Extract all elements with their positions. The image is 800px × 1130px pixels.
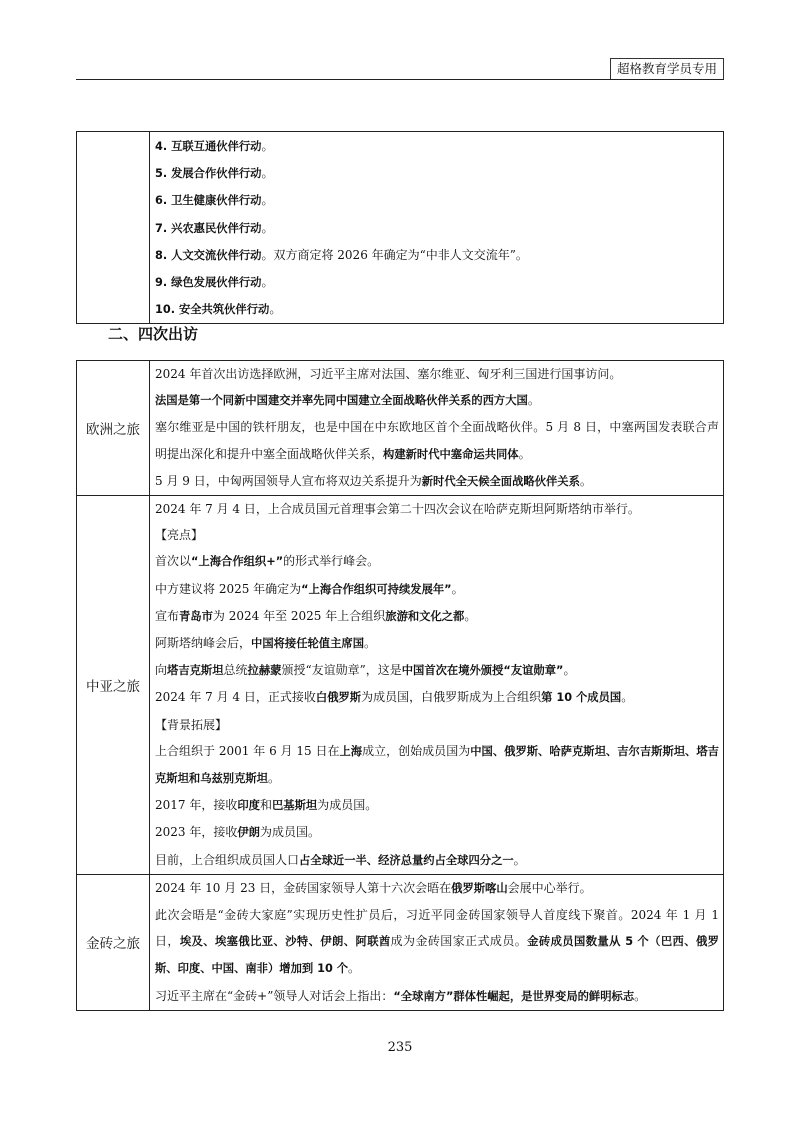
text-segment: 。 bbox=[634, 988, 647, 1003]
bold-text-segment: 埃及、埃塞俄比亚、沙特、伊朗、阿联酋 bbox=[179, 935, 391, 949]
text-segment: 。 bbox=[527, 393, 540, 408]
bold-text-segment: 5. 发展合作伙伴行动 bbox=[155, 167, 262, 181]
text-segment: 2024 年 7 月 4 日，上合成员国元首理事会第二十四次会议在哈萨克斯坦阿斯塔纳市举行。 bbox=[155, 502, 640, 517]
text-segment: 的形式举行峰会。 bbox=[283, 554, 380, 569]
text-segment: 。 bbox=[621, 690, 634, 705]
text-segment: 和 bbox=[259, 798, 272, 813]
text-segment: 。 bbox=[261, 139, 274, 153]
table-partnership-actions bbox=[76, 131, 724, 324]
content-line bbox=[150, 875, 723, 902]
bold-text-segment: 10. 安全共筑伙伴行动 bbox=[155, 303, 270, 317]
visit-row-europe bbox=[77, 361, 724, 496]
action-item bbox=[150, 269, 723, 296]
content-line bbox=[150, 361, 723, 387]
table-four-visits bbox=[76, 360, 724, 1011]
bold-text-segment: 青岛市 bbox=[179, 609, 213, 623]
text-segment: 中方建议将 2025 年确定为 bbox=[155, 581, 302, 596]
text-segment: 颁授“友谊勋章”，这是 bbox=[281, 663, 402, 678]
header-rule bbox=[76, 79, 724, 80]
bold-text-segment: 伊朗 bbox=[237, 826, 260, 840]
text-segment: 成为金砖国家正式成员。 bbox=[390, 934, 528, 949]
table1-empty-label-cell bbox=[77, 132, 150, 324]
visit-content bbox=[150, 874, 724, 1010]
content-line bbox=[150, 576, 723, 603]
content-line bbox=[150, 496, 723, 522]
content-line bbox=[150, 387, 723, 414]
bold-text-segment: 新时代全天候全面战略伙伴关系 bbox=[421, 474, 580, 488]
bold-text-segment: 旅游和文化之都 bbox=[385, 609, 465, 623]
bold-text-segment: “全球南方”群体性崛起，是世界变局的鲜明标志 bbox=[393, 989, 635, 1003]
text-segment: 为成员国，白俄罗斯成为上合组织 bbox=[361, 690, 542, 705]
text-segment: 为成员国。 bbox=[317, 798, 378, 813]
bold-text-segment: 中国、俄罗斯、哈萨克斯坦、吉尔吉斯斯坦、塔吉克斯坦和乌兹别克斯坦 bbox=[155, 744, 719, 786]
action-item bbox=[150, 215, 723, 242]
bold-text-segment: 中国首次在境外颁授“友谊勋章” bbox=[401, 664, 564, 678]
text-segment: 向 bbox=[155, 663, 168, 678]
text-segment: 2024 年 7 月 4 日，正式接收 bbox=[155, 690, 316, 705]
text-segment: 。 bbox=[261, 220, 274, 235]
content-line bbox=[150, 684, 723, 711]
content-line bbox=[150, 603, 723, 630]
content-line bbox=[150, 657, 723, 684]
text-segment: 2024 年首次出访选择欧洲，习近平主席对法国、塞尔维亚、匈牙利三国进行国事访问。 bbox=[155, 367, 622, 381]
text-segment: 。 bbox=[267, 771, 280, 786]
text-segment: 习近平主席在“金砖+”领导人对话会上指出： bbox=[155, 988, 394, 1003]
visit-row-central-asia bbox=[77, 496, 724, 875]
text-segment: 。 bbox=[563, 663, 576, 678]
visit-label: 欧洲之旅 bbox=[77, 361, 150, 496]
text-segment: 。 bbox=[261, 275, 274, 290]
bold-text-segment: 第 10 个成员国 bbox=[541, 691, 622, 705]
content-line bbox=[150, 983, 723, 1010]
bold-text-segment: 印度 bbox=[237, 799, 260, 813]
bold-text-segment: 塔吉克斯坦 bbox=[167, 664, 224, 678]
content-line bbox=[150, 630, 723, 657]
text-segment: 阿斯塔纳峰会后， bbox=[155, 636, 252, 651]
bold-text-segment: “上海合作组织+” bbox=[191, 555, 284, 569]
visit-row-brics bbox=[77, 874, 724, 1010]
visit-label: 中亚之旅 bbox=[77, 496, 150, 875]
text-segment: 。 bbox=[513, 852, 526, 867]
action-item bbox=[150, 187, 723, 214]
text-segment: 2024 年 10 月 23 日，金砖国家领导人第十六次会晤在 bbox=[155, 880, 452, 895]
text-segment: 。 bbox=[464, 608, 477, 623]
text-segment: 2017 年，接收 bbox=[155, 798, 238, 813]
text-segment: 总统 bbox=[223, 663, 248, 678]
header-label: 超格教育学员专用 bbox=[610, 58, 724, 80]
content-line bbox=[150, 819, 723, 846]
content-line bbox=[150, 548, 723, 575]
text-segment: 2023 年，接收 bbox=[155, 825, 238, 840]
bold-text-segment: 法国是第一个同新中国建交并率先同中国建立全面战略伙伴关系的西方大国 bbox=[155, 394, 528, 408]
text-segment: 。 bbox=[261, 193, 274, 208]
bold-text-segment: 构建新时代中塞命运共同体 bbox=[383, 447, 519, 461]
bold-text-segment: “上海合作组织可持续发展年” bbox=[301, 582, 452, 596]
visit-label: 金砖之旅 bbox=[77, 874, 150, 1010]
text-segment: 。 bbox=[348, 961, 361, 976]
content-line bbox=[150, 792, 723, 819]
text-segment: 。 bbox=[269, 302, 282, 317]
bold-text-segment: 俄罗斯喀山 bbox=[451, 881, 508, 895]
text-segment: 目前，上合组织成员国人口 bbox=[155, 852, 300, 867]
text-segment: 。 bbox=[579, 473, 592, 488]
text-segment: 为 2024 年至 2025 年上合组织 bbox=[212, 608, 386, 623]
content-line bbox=[150, 414, 723, 467]
action-item bbox=[150, 133, 723, 160]
text-segment: 。双方商定将 2026 年确定为“中非人文交流年”。 bbox=[261, 247, 528, 262]
content-line bbox=[150, 738, 723, 792]
action-item bbox=[150, 242, 723, 269]
bold-text-segment: 金砖成员国数量从 5 个（巴西、俄罗斯、印度、中国、南非）增加到 10 个 bbox=[155, 935, 719, 976]
text-segment: 5 月 9 日，中匈两国领导人宣布将双边关系提升为 bbox=[155, 473, 422, 488]
text-segment: 【背景拓展】 bbox=[155, 717, 228, 732]
bold-text-segment: 4. 互联互通伙伴行动 bbox=[155, 140, 262, 153]
text-segment: 。 bbox=[261, 166, 274, 181]
text-segment: 塞尔维亚是中国的铁杆朋友，也是中国在中东欧地区首个全面战略伙伴。5 月 8 日，中塞两国发表联合声明提出深化和提升中塞全面战略伙伴关系， bbox=[155, 420, 719, 461]
text-segment: 首次以 bbox=[155, 554, 192, 569]
text-segment: 成立，创始成员国为 bbox=[362, 743, 471, 758]
page-number: 235 bbox=[387, 1040, 413, 1055]
action-item bbox=[150, 160, 723, 187]
section-heading: 二、四次出访 bbox=[108, 325, 199, 343]
bold-text-segment: 占全球近一半、经济总量约占全球四分之一 bbox=[299, 853, 514, 867]
text-segment: 会展中心举行。 bbox=[507, 880, 592, 895]
bold-text-segment: 白俄罗斯 bbox=[315, 691, 362, 705]
text-segment: 此次会晤是“金砖大家庭”实现历史性扩员后，习近平同金砖国家领导人首度线下聚首。2024 年 1 月 1 日， bbox=[155, 908, 719, 949]
table1-content-cell bbox=[150, 132, 724, 324]
bold-text-segment: 7. 兴农惠民伙伴行动 bbox=[155, 221, 262, 235]
bold-text-segment: 8. 人文交流伙伴行动 bbox=[155, 248, 262, 262]
action-item bbox=[150, 296, 723, 323]
text-segment: 。 bbox=[518, 446, 531, 461]
content-line bbox=[150, 522, 723, 548]
text-segment: 。 bbox=[364, 636, 377, 651]
bold-text-segment: 9. 绿色发展伙伴行动 bbox=[155, 276, 262, 290]
content-line bbox=[150, 847, 723, 874]
content-line bbox=[150, 902, 723, 983]
content-line bbox=[150, 468, 723, 495]
text-segment: 。 bbox=[451, 581, 464, 596]
bold-text-segment: 中国将接任轮值主席国 bbox=[251, 637, 364, 651]
bold-text-segment: 6. 卫生健康伙伴行动 bbox=[155, 194, 262, 208]
visit-content bbox=[150, 496, 724, 875]
visit-content bbox=[150, 361, 724, 496]
bold-text-segment: 巴基斯坦 bbox=[271, 799, 318, 813]
bold-text-segment: 拉赫蒙 bbox=[247, 664, 282, 678]
text-segment: 上合组织于 2001 年 6 月 15 日在 bbox=[155, 743, 340, 758]
text-segment: 为成员国。 bbox=[259, 825, 320, 840]
text-segment: 宣布 bbox=[155, 608, 180, 623]
content-line bbox=[150, 712, 723, 738]
bold-text-segment: 上海 bbox=[339, 744, 363, 758]
text-segment: 【亮点】 bbox=[155, 528, 204, 543]
